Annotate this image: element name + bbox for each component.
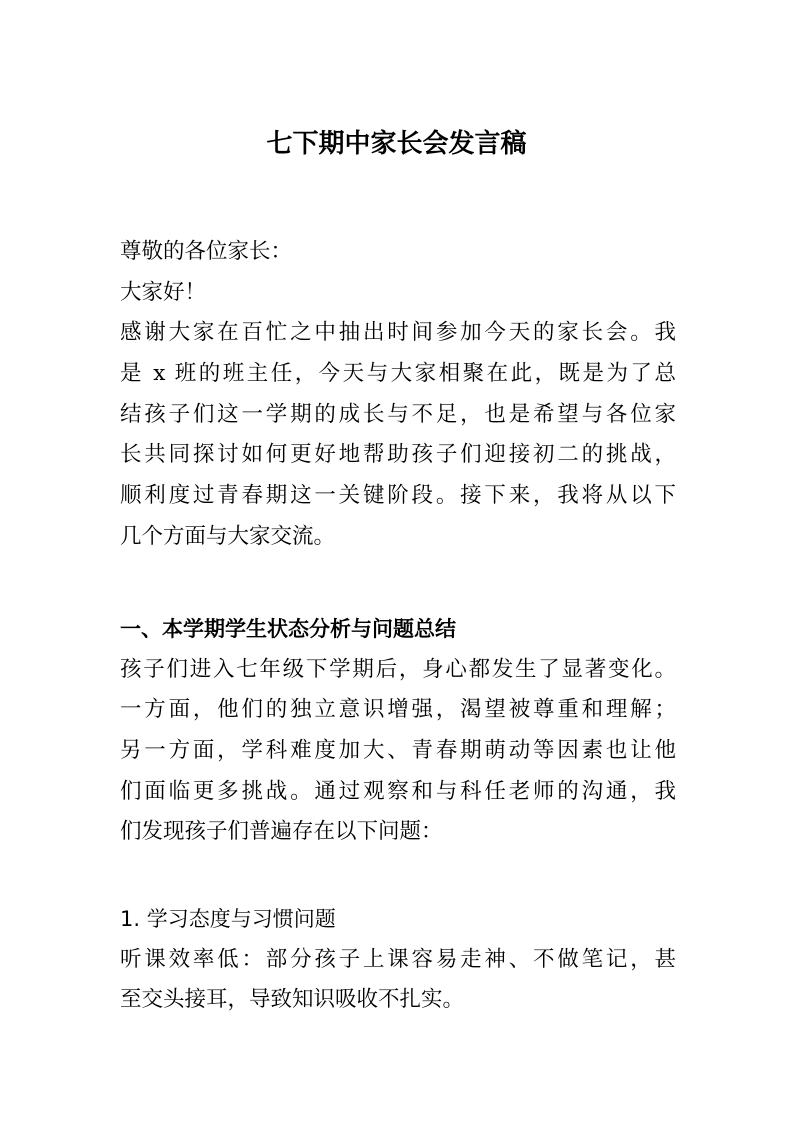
section-line: 另一方面，学科难度加大、青春期萌动等因素也让他 — [120, 738, 676, 764]
intro-line: 结孩子们这一学期的成长与不足，也是希望与各位家 — [120, 401, 676, 427]
page-title: 七下期中家长会发言稿 — [266, 129, 527, 159]
subsection-heading: 1. 学习态度与习惯问题 — [120, 907, 336, 931]
section-line: 一方面，他们的独立意识增强，渴望被尊重和理解； — [120, 697, 676, 723]
subsection-line: 听课效率低：部分孩子上课容易走神、不做笔记，甚 — [120, 946, 676, 972]
section-line: 们面临更多挑战。通过观察和与科任老师的沟通，我 — [120, 778, 676, 804]
subsection-line: 至交头接耳，导致知识吸收不扎实。 — [120, 987, 465, 1013]
section-line: 们发现孩子们普遍存在以下问题： — [120, 819, 443, 845]
intro-line: 几个方面与大家交流。 — [120, 523, 336, 549]
intro-line: 长共同探讨如何更好地帮助孩子们迎接初二的挑战， — [120, 442, 676, 468]
greeting-line: 尊敬的各位家长： — [120, 239, 293, 264]
subsection-1 — [120, 899, 676, 1021]
intro-line: 顺利度过青春期这一关键阶段。接下来，我将从以下 — [120, 483, 676, 509]
section-heading: 一、本学期学生状态分析与问题总结 — [120, 617, 456, 641]
section-1 — [120, 609, 676, 853]
intro-line: 是 x 班的班主任，今天与大家相聚在此，既是为了总 — [120, 361, 676, 387]
intro-line: 感谢大家在百忙之中抽出时间参加今天的家长会。我 — [120, 320, 676, 346]
greeting-block — [120, 232, 676, 558]
hello-line: 大家好！ — [120, 279, 207, 305]
section-line: 孩子们进入七年级下学期后，身心都发生了显著变化。 — [120, 656, 676, 682]
